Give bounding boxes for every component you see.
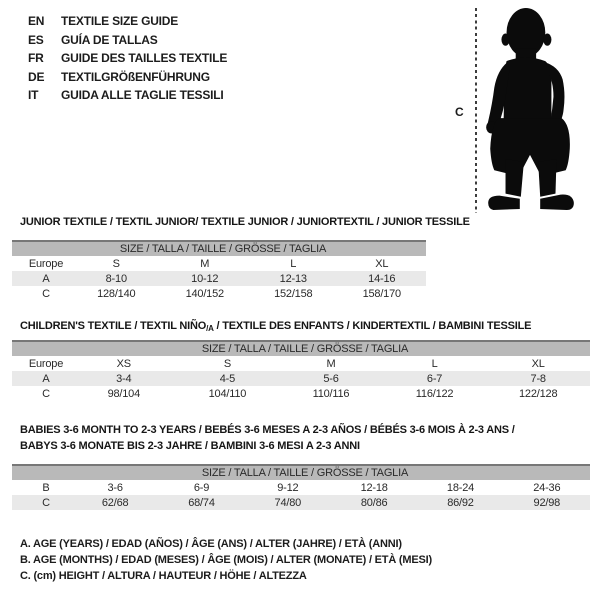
table-cell: 140/152: [185, 287, 224, 300]
row-label: B: [42, 481, 50, 494]
table-cell: 128/140: [97, 287, 136, 300]
table-cell: 110/116: [312, 387, 350, 400]
table-row: [12, 480, 590, 495]
table-header-row: [12, 341, 590, 356]
table-row: [12, 271, 426, 286]
table-cell: 18-24: [446, 481, 475, 494]
table-header-row: [12, 241, 426, 256]
table-cell: M: [200, 257, 210, 270]
lang-code: EN: [28, 14, 45, 28]
table-header-cell: SIZE / TALLA / TAILLE / GRÖSSE / TAGLIA: [12, 465, 590, 480]
row-label: Europe: [28, 357, 64, 370]
table-cell: 12-13: [249, 271, 338, 286]
table-cell: 12-18: [360, 481, 388, 494]
table-cell: 62/68: [72, 495, 158, 510]
children-size-table: [12, 340, 590, 401]
dotted-measure-line: [475, 8, 477, 213]
table-cell: 86/92: [417, 495, 503, 510]
table-cell: L: [431, 357, 438, 370]
height-measure-figure: [440, 0, 600, 220]
row-label: A: [12, 371, 72, 386]
row-label: C: [42, 387, 50, 400]
table-header-cell: SIZE / TALLA / TAILLE / GRÖSSE / TAGLIA: [12, 341, 590, 356]
table-row: [12, 495, 590, 510]
lang-code: DE: [28, 69, 45, 84]
language-title-block: [28, 14, 227, 107]
table-cell: 80/86: [331, 495, 417, 510]
table-cell: 5-6: [279, 371, 383, 386]
lang-code: FR: [28, 51, 44, 65]
section-title-text: CHILDREN'S TEXTILE / TEXTIL NIÑO: [20, 320, 207, 332]
table-cell: 74/80: [245, 495, 331, 510]
lang-row-de: [28, 70, 227, 84]
section-title-children: [20, 320, 531, 333]
babies-size-table: [12, 464, 590, 510]
lang-title: TEXTILE SIZE GUIDE: [61, 14, 179, 28]
table-row: [12, 356, 590, 371]
table-row: [12, 386, 590, 401]
table-cell: 158/170: [362, 287, 401, 300]
table-cell: 122/128: [519, 387, 558, 400]
table-cell: XL: [531, 357, 545, 370]
section-title-babies-line1: BABIES 3-6 MONTH TO 2-3 YEARS / BEBÉS 3-6 MESES A 2-3 AÑOS / BÉBÉS 3-6 MOIS À 2-3 ANS /: [20, 424, 515, 436]
table-cell: 104/110: [208, 387, 247, 400]
table-cell: 98/104: [107, 387, 141, 400]
table-cell: 24-36: [533, 481, 561, 494]
table-cell: 3-6: [107, 481, 123, 494]
table-cell: 4-5: [176, 371, 280, 386]
footnote-age-years: A. AGE (YEARS) / EDAD (AÑOS) / ÂGE (ANS) / ALTER (JAHRE) / ETÀ (ANNI): [20, 538, 402, 550]
table-cell: 14-16: [338, 271, 427, 286]
table-cell: 3-4: [72, 371, 176, 386]
section-title-junior: JUNIOR TEXTILE / TEXTIL JUNIOR/ TEXTILE JUNIOR / JUNIORTEXTIL / JUNIOR TESSILE: [20, 216, 470, 228]
lang-title: GUIDA ALLE TAGLIE TESSILI: [61, 88, 224, 102]
row-label: A: [12, 271, 72, 286]
table-cell: 92/98: [504, 495, 590, 510]
lang-code: ES: [28, 32, 44, 47]
table-row: [12, 256, 426, 271]
table-cell: 116/122: [415, 387, 454, 400]
table-cell: 6-9: [193, 481, 210, 494]
section-title-subscript: /A: [206, 324, 214, 333]
table-cell: 6-7: [383, 371, 487, 386]
table-cell: XL: [375, 257, 389, 270]
table-cell: 10-12: [161, 271, 250, 286]
lang-row-it: [28, 88, 227, 102]
footnote-height: C. (cm) HEIGHT / ALTURA / HAUTEUR / HÖHE / ALTEZZA: [20, 570, 307, 582]
lang-code: IT: [28, 88, 39, 102]
junior-size-table: [12, 240, 426, 301]
table-cell: S: [223, 357, 231, 370]
table-cell: 8-10: [72, 271, 161, 286]
lang-title: GUIDE DES TAILLES TEXTILE: [61, 51, 228, 65]
row-label: C: [12, 495, 72, 510]
table-header-row: [12, 465, 590, 480]
table-cell: XS: [116, 357, 131, 370]
legend-footnotes: [20, 536, 432, 584]
footnote-age-months: B. AGE (MONTHS) / EDAD (MESES) / ÂGE (MOIS) / ALTER (MONATE) / ETÀ (MESI): [20, 554, 432, 566]
table-header-cell: SIZE / TALLA / TAILLE / GRÖSSE / TAGLIA: [12, 241, 426, 256]
lang-row-es: [28, 33, 227, 47]
table-cell: 7-8: [486, 371, 590, 386]
table-row: [12, 371, 590, 386]
table-cell: 68/74: [158, 495, 244, 510]
lang-row-fr: [28, 51, 227, 65]
lang-title: GUÍA DE TALLAS: [61, 32, 158, 47]
table-cell: M: [326, 357, 336, 370]
toddler-silhouette-icon: [482, 6, 578, 212]
section-title-babies-line2: BABYS 3-6 MONATE BIS 2-3 JAHRE / BAMBINI 3-6 MESI A 2-3 ANNI: [20, 440, 360, 452]
height-measure-label: C: [455, 105, 464, 119]
table-row: [12, 286, 426, 301]
section-title-text: / TEXTILE DES ENFANTS / KINDERTEXTIL / BAMBINI TESSILE: [213, 320, 532, 332]
lang-title: TEXTILGRÖßENFÜHRUNG: [61, 69, 210, 84]
table-cell: S: [112, 257, 120, 270]
table-cell: 9-12: [277, 481, 299, 494]
table-cell: L: [290, 257, 297, 270]
lang-row-en: [28, 14, 227, 28]
table-cell: 152/158: [274, 287, 313, 300]
row-label: Europe: [28, 257, 64, 270]
row-label: C: [42, 287, 50, 300]
